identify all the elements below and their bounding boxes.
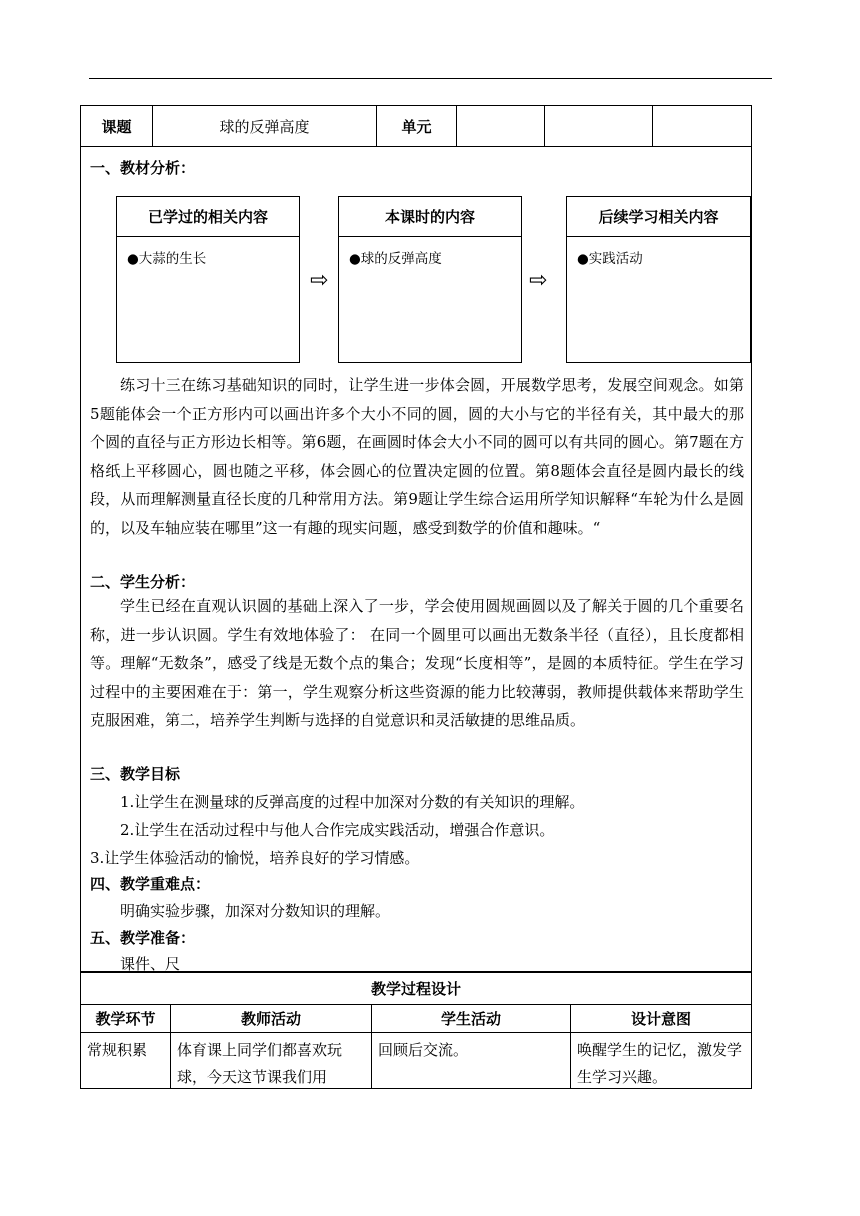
col-header-intent: 设计意图: [630, 1010, 691, 1028]
goal-item: 2.让学生在活动过程中与他人合作完成实践活动，增强合作意识。: [120, 821, 555, 839]
preparation-text: 课件、尺: [120, 955, 181, 973]
box-prior-content: [116, 196, 300, 363]
unit-cell-3: [653, 106, 753, 147]
teacher-cell: 体育课上同学们都喜欢玩球，今天这节课我们用: [171, 1033, 372, 1088]
col-header-student: 学生活动: [372, 1005, 571, 1032]
section-title-material: 一、教材分析：: [90, 159, 196, 177]
student-cell: 回顾后交流。: [372, 1033, 571, 1088]
intent-cell: 唤醒学生的记忆，激发学生学习兴趣。: [577, 1041, 743, 1086]
section-title-key-points: 四、教学重难点：: [90, 875, 211, 893]
arrow-right-icon: ⇨: [310, 268, 329, 293]
box-next-content: [566, 196, 751, 363]
process-table-title: 教学过程设计: [81, 973, 751, 1005]
table-row: [81, 1033, 751, 1088]
process-header-row: [81, 1005, 751, 1033]
material-analysis-text: 练习十三在练习基础知识的同时，让学生进一步体会圆，开展数学思考，发展空间观念。如第5题能体会一个正方形内可以画出许多个大小不同的圆，圆的大小与它的半径有关，其中最大的那个圆的直径与正方形边长相等。第6题，在画圆时体会大小不同的圆可以有共同的圆心。第7题在方格纸上平移圆心，圆也随之平移，体会圆心的位置决定圆的位置。第8题体会直径是圆内最长的线段，从而理解测量直径长度的几种常用方法。第9题让学生综合运用所学知识解释“车轮为什么是圆的，以及车轴应装在哪里”这一有趣的现实问题，感受到数学的价值和趣味。“: [90, 376, 744, 537]
box-title: 后续学习相关内容: [567, 197, 750, 237]
key-points-text: 明确实验步骤，加深对分数知识的理解。: [120, 902, 391, 920]
header-rule: [89, 78, 772, 79]
section-title-goals: 三、教学目标: [90, 765, 181, 783]
student-analysis-text: 学生已经在直观认识圆的基础上深入了一步，学会使用圆规画圆以及了解关于圆的几个重要名称，进一步认识圆。学生有效地体验了： 在同一个圆里可以画出无数条半径（直径），且长度都相等。理解“无数条”，感受了线是无数个点的集合；发现“长度相等”，是圆的本质特征。学生在学习过程中的主要困难在于：第一，学生观察分析这些资源的能力比较薄弱，教师提供载体来帮助学生克服困难，第二，培养学生判断与选择的自觉意识和灵活敏捷的思维品质。: [90, 597, 744, 729]
unit-cell-1: [457, 106, 545, 147]
stage-cell: 常规积累: [81, 1033, 171, 1088]
lesson-plan: [80, 105, 752, 1085]
box-item: ●大蒜的生长: [127, 251, 207, 267]
topic-value: 球的反弹高度: [153, 106, 377, 147]
process-table: [80, 972, 752, 1089]
goal-item: 1.让学生在测量球的反弹高度的过程中加深对分数的有关知识的理解。: [120, 793, 585, 811]
col-header-teacher: 教师活动: [171, 1005, 372, 1032]
section-title-preparation: 五、教学准备：: [90, 929, 196, 947]
box-title: 本课时的内容: [339, 197, 521, 237]
arrow-right-icon: ⇨: [529, 268, 548, 293]
box-item: ●实践活动: [577, 251, 643, 267]
unit-cell-2: [545, 106, 653, 147]
goal-item: 3.让学生体验活动的愉悦，培养良好的学习情感。: [90, 849, 420, 867]
section-title-students: 二、学生分析：: [90, 573, 196, 591]
topic-label: 课题: [81, 106, 153, 147]
topic-table: [80, 105, 752, 146]
unit-label: 单元: [377, 106, 457, 147]
box-item: ●球的反弹高度: [349, 251, 442, 267]
box-title: 已学过的相关内容: [117, 197, 299, 237]
box-current-content: [338, 196, 522, 363]
analysis-section: [80, 146, 752, 972]
col-header-stage: 教学环节: [81, 1005, 171, 1032]
